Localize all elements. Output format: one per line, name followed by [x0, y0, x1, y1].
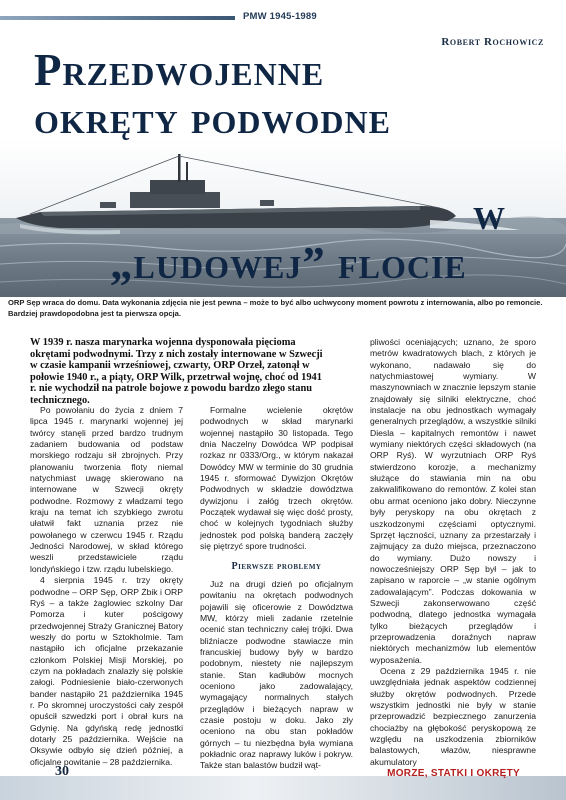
title-line-2: okręty podwodne	[34, 93, 391, 143]
column-3-paragraph-2: Ocena z 29 października 1945 r. nie uwzględniała jednak aspektów codziennej służby okrętów podwodnych. Przede wszystkim jednostki nie były w stanie przeprowadzić bezpiecznego zanurzenia chociażby na głębokość peryskopową ze względu na uszkodzenia zbiorników balastowych, włazów, niesprawne akumulatory	[370, 665, 536, 767]
page-number: 30	[55, 764, 69, 779]
column-1-paragraph-2: 4 sierpnia 1945 r. trzy okręty podwodne – ORP Sęp, ORP Żbik i ORP Ryś – a także żaglowiec szkolny Dar Pomorza i kuter pościgowy przedwojennej Straży Granicznej Batory weszły do portu w Sztokholmie. Tam nastąpiło ich oficjalne przekazanie członkom Polskiej Misji Morskiej, po czym na pokładach znalazły się polskie załogi. Podniesienie biało-czerwonych bander nastąpiło 21 października 1945 r. Po skromnej uroczystości cały zespół opuścił szwedzki port i obrał kurs na Gdynię. Na gdyńską redę jednostki dotarły 25 października. Wejście na Oksywie odbyło się dzień później, a oficjalne powitanie – 28 października.	[30, 575, 183, 767]
column-2-paragraph-1: Formalne wcielenie okrętów podwodnych w skład marynarki wojennej nastąpiło 30 listopada. Tego dnia Naczelny Dowódca WP podpisał rozkaz nr 0333/Org., w którym nakazał Dowódcy MW w terminie do 30 grudnia 1945 r. sformować Dywizjon Okrętów Podwodnych w składzie dowództwa dywizjonu i załóg trzech okrętów. Początek wydawał się więc dość prosty, choć w kolejnych tygodniach służby jednostek pod polską banderą zaczęły się piętrzyć spore trudności.	[200, 405, 353, 552]
title-line-4: „ludowej” flocie	[110, 238, 467, 288]
column-2	[200, 405, 353, 772]
title-line-1: Przedwojenne	[34, 45, 325, 95]
column-3	[370, 337, 536, 768]
column-1	[30, 405, 183, 768]
column-1-paragraph-1: Po powołaniu do życia z dniem 7 lipca 1945 r. marynarki wojennej jej twórcy stanęli przed bardzo trudnym zadaniem budowania od podstaw morskiego rodzaju sił zbrojnych. Przy planowaniu tworzenia floty niemal natychmiast uwagę skierowano na internowane w Szwecji okręty podwodne. Rozmowy z władzami tego kraju na temat ich szybkiego zwrotu ułatwił fakt uznania przez nie powołanego w czerwcu 1945 r. Rządu Jedności Narodowej, w skład którego weszli przedstawiciele rządu londyńskiego i tzw. rządu lubelskiego.	[30, 405, 183, 574]
lead-paragraph: W 1939 r. nasza marynarka wojenna dysponowała pięcioma okrętami podwodnymi. Trzy z nich zostały internowane w Szwecji w czasie kampanii wrześniowej, czwarty, ORP Orzeł, zatonął w połowie 1940 r., a piąty, ORP Wilk, przetrwał wojnę, choć od 1941 r. nie wychodził na patrole bojowe z powodu bardzo złego stanu technicznego.	[30, 337, 323, 406]
section-label: PMW 1945-1989	[243, 11, 317, 22]
magazine-name: MORZE, STATKI I OKRĘTY	[387, 768, 520, 779]
author-name: Robert Rochowicz	[441, 36, 544, 48]
photo-caption: ORP Sęp wraca do domu. Data wykonania zdjęcia nie jest pewna – może to być albo uchwycony moment powrotu z internowania, albo po remoncie. Bardziej prawdopodobna jest ta pierwsza opcja.	[8, 298, 543, 318]
footer-bar	[0, 776, 566, 800]
subheading: Pierwsze problemy	[231, 561, 322, 573]
column-2-paragraph-2: Już na drugi dzień po oficjalnym powitaniu na okrętach podwodnych pojawili się oficerowie z Dowództwa MW, którzy mieli zadanie rzetelnie ocenić stan techniczny całej trójki. Dwa bliźniacze podwodne stawiacze min francuskiej budowy były w bardzo podobnym, niestety nie najlepszym stanie. Stan kadłubów mocnych oceniono jako zadowalający, wymagający normalnych stałych przeglądów i bieżących napraw w czasie postoju w doku. Jako zły oceniono na obu stan pokładów górnych – tu niezbędna była wymiana pokładnic oraz naprawy luków i pokryw. Także stan balastów budził wąt-	[200, 578, 353, 771]
header-accent-bar	[0, 16, 235, 20]
title-line-3: w	[473, 189, 506, 239]
column-3-paragraph-1: pliwości oceniających; uznano, że sporo metrów kwadratowych blach, z których je wykonano, nadawało się do natychmiastowej wymiany. W maszynowniach w znacznie lepszym stanie znajdowały się silniki elektryczne, choć instalacje na obu jednostkach wymagały generalnych przeglądów, a wszystkie silniki Diesla – kapitalnych remontów i nawet wymiany niektórych części składowych (na ORP Ryś). W wyrzutniach ORP Ryś stwierdzono korozje, a mechanizmy służące do stawiania min na obu zakwalifikowano do remontów. Z kolei stan obu armat oceniono jako dobry. Nieczynne były peryskopy na obu okrętach z uszkodzonymi częściami optycznymi. Sprzęt łączności, uznany za przestarzały i zajmujący za dużo miejsca, przeznaczono do wymiany. Dużo nowszy i nowocześniejszy ORP Sęp był – jak to zapisano w raporcie – „w stanie ogólnym zadowalającym”. Podczas dokowania w Szwecji zakonserwowano część podwodną, dlatego jednostka wymagała tylko bieżących przeglądów i przeprowadzenia doraźnych napraw niektórych mechanizmów lub elementów wyposażenia.	[370, 337, 536, 665]
